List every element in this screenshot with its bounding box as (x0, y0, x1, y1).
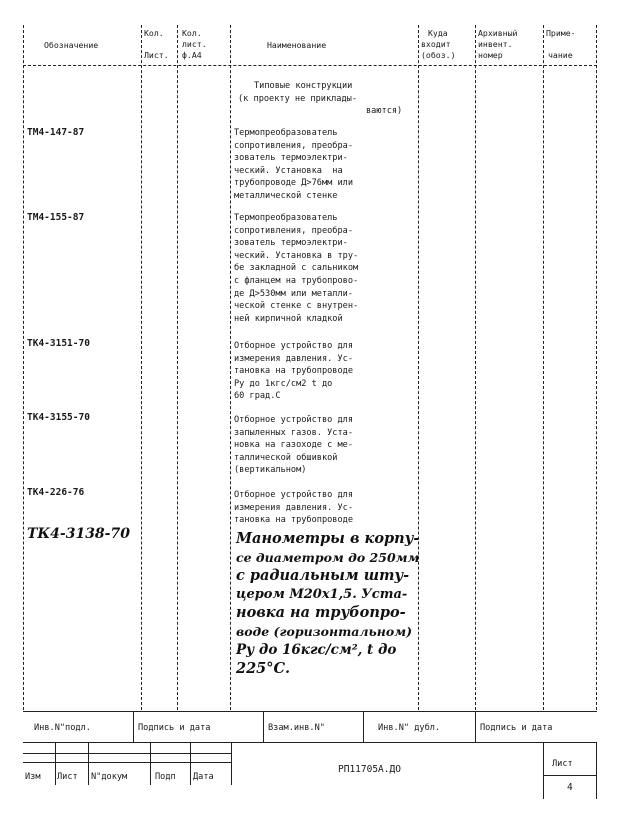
header-qty: Кол. (144, 28, 164, 38)
row-code: ТК4-3151-70 (27, 338, 90, 349)
stamp-divider (190, 743, 191, 785)
description-line: с фланцем на трубопрово- (234, 275, 359, 286)
stamp-divider (150, 743, 151, 785)
document-code: РП11705А.ДО (338, 764, 401, 775)
description-line: сопротивления, преобра- (234, 140, 353, 151)
header-qty-sheets: лист. (182, 39, 207, 49)
description-line: новка на газоходе с ме- (234, 440, 353, 451)
intro-line: ваются) (366, 106, 403, 117)
stamp-sheet-label: Лист (57, 772, 78, 782)
header-where-used: входит (421, 39, 451, 49)
row-code: ТМ4-147-87 (27, 127, 85, 138)
column-divider (596, 25, 597, 710)
description-line: запыленных газов. Уста- (234, 427, 353, 438)
handwritten-line: се диаметром до 250мм (236, 549, 420, 565)
footer-divider (133, 712, 134, 742)
column-divider (141, 25, 142, 710)
handwritten-line: Манометры в корпу- (236, 530, 420, 547)
footer-bottom-rule (23, 742, 597, 743)
stamp-divider (231, 743, 232, 785)
description-line: зователь термоэлектри- (234, 238, 348, 249)
stamp-rule (543, 775, 597, 776)
description-line: тановка на трубопроводе (234, 515, 353, 526)
description-line: бе закладной с сальником (234, 263, 359, 274)
row-code: ТМ4-155-87 (27, 212, 85, 223)
row-description (234, 127, 414, 203)
stamp-date-label: Дата (193, 772, 214, 782)
row-code: ТК4-226-76 (27, 487, 85, 498)
description-line: ческий. Установка в тру- (234, 250, 359, 261)
header-where-used: Куда (428, 28, 448, 38)
stamp-docno-label: N"докум (91, 772, 128, 782)
row-description (234, 212, 414, 325)
inv-duplicate-label: Инв.N" дубл. (378, 723, 441, 733)
description-line: Ру до 1кгс/см2 t до (234, 378, 333, 389)
handwritten-line: Ру до 16кгс/см², t до (236, 642, 397, 658)
header-note: Приме- (546, 28, 576, 38)
sheet-number: 4 (567, 782, 573, 793)
description-line: тановка на трубопроводе (234, 366, 353, 377)
row-code: ТК4-3155-70 (27, 412, 90, 423)
stamp-divider (596, 743, 597, 799)
stamp-divider (55, 743, 56, 785)
description-line: сопротивления, преобра- (234, 225, 353, 236)
footer-divider (363, 712, 364, 742)
handwritten-line: 225°С. (236, 659, 291, 677)
section-intro (234, 80, 414, 118)
description-line: измерения давления. Ус- (234, 502, 353, 513)
stamp-sheet-title: Лист (552, 759, 573, 769)
description-line: металлической стенке (234, 190, 338, 201)
row-description (234, 414, 414, 477)
column-divider (230, 25, 231, 710)
description-line: ческой стенке с внутрен- (234, 301, 359, 312)
column-divider (177, 25, 178, 710)
handwritten-line: новка на трубопро- (236, 604, 406, 621)
header-archive: инвент. (478, 39, 513, 49)
header-qty: Лист. (144, 50, 169, 60)
description-line: измерения давления. Ус- (234, 353, 353, 364)
description-line: (вертикальном) (234, 465, 307, 476)
header-qty-sheets: ф.А4 (182, 50, 202, 60)
description-line: Термопреобразователь (234, 213, 338, 223)
footer-top-rule (23, 711, 597, 712)
stamp-divider (543, 743, 544, 799)
description-line: Отборное устройство для (234, 341, 353, 351)
handwritten-line: цером М20х1,5. Уста- (236, 586, 408, 602)
header-designation: Обозначение (44, 40, 99, 50)
stamp-change-label: Изм (25, 772, 41, 782)
description-line: ней кирпичной кладкой (234, 313, 343, 324)
replaced-inv-label: Взам.инв.N" (268, 723, 325, 733)
row-description (234, 340, 414, 403)
description-line: зователь термоэлектри- (234, 153, 348, 164)
handwritten-line: с радиальным шту- (236, 567, 410, 584)
header-note: чание (548, 50, 573, 60)
intro-line: Типовые конструкции (254, 81, 353, 91)
handwritten-line: воде (горизонтальном) (236, 623, 413, 639)
sign-date-label: Подпись и дата (480, 723, 553, 733)
row-description (234, 489, 414, 527)
handwritten-description (236, 530, 419, 678)
footer-divider (263, 712, 264, 742)
header-where-used: (обоз.) (421, 50, 456, 60)
handwritten-code: ТК4-3138-70 (27, 526, 130, 542)
footer-divider (475, 712, 476, 742)
column-divider (543, 25, 544, 710)
header-name: Наименование (267, 40, 327, 50)
stamp-signature-label: Подп (155, 772, 176, 782)
description-line: Термопреобразователь (234, 128, 338, 138)
header-archive: Архивный (478, 28, 518, 38)
header-qty-sheets: Кол. (182, 28, 202, 38)
header-archive: номер (478, 50, 503, 60)
description-line: де Д>530мм или металли- (234, 288, 353, 299)
column-divider (475, 25, 476, 710)
description-line: трубопроводе Д>76мм или (234, 178, 353, 189)
description-line: 60 град.С (234, 391, 281, 402)
sign-date-label: Подпись и дата (138, 723, 211, 733)
description-line: Отборное устройство для (234, 415, 353, 425)
header-bottom-rule (23, 65, 597, 66)
stamp-divider (88, 743, 89, 785)
column-divider (23, 25, 24, 710)
intro-line: (к проекту не приклады- (238, 93, 357, 104)
description-line: ческий. Установка на (234, 165, 343, 176)
description-line: таллической обшивкой (234, 452, 338, 463)
description-line: Отборное устройство для (234, 490, 353, 500)
inv-original-label: Инв.N"подл. (34, 723, 91, 733)
